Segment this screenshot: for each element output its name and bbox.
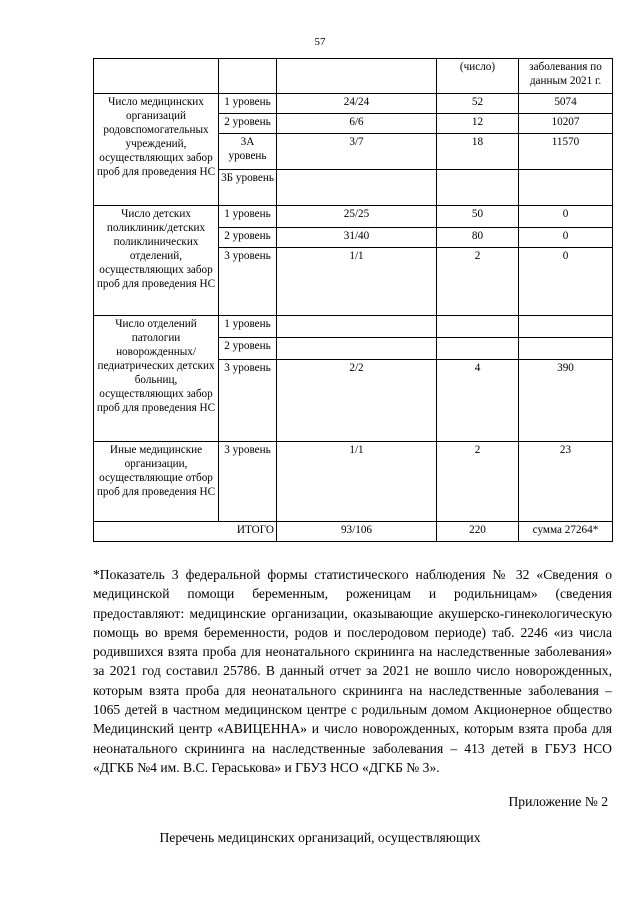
header-cell: заболевания по данным 2021 г. (519, 59, 613, 94)
table-row (94, 94, 613, 114)
ratio-cell: 25/25 (277, 206, 437, 228)
count-cell: 50 (437, 206, 519, 228)
level-cell: 2 уровень (219, 114, 277, 134)
ratio-cell: 1/1 (277, 248, 437, 316)
cases-cell (519, 338, 613, 360)
cases-cell: 0 (519, 248, 613, 316)
header-cell (277, 59, 437, 94)
level-cell: 1 уровень (219, 316, 277, 338)
ratio-cell: 1/1 (277, 442, 437, 522)
cases-cell: 0 (519, 228, 613, 248)
count-cell (437, 338, 519, 360)
statistics-table (93, 58, 613, 542)
total-label: ИТОГО (94, 522, 277, 542)
ratio-cell (277, 170, 437, 206)
table-header-row (94, 59, 613, 94)
total-count: 220 (437, 522, 519, 542)
cases-cell: 10207 (519, 114, 613, 134)
cases-cell: 0 (519, 206, 613, 228)
level-cell: 2 уровень (219, 338, 277, 360)
ratio-cell: 24/24 (277, 94, 437, 114)
level-cell: 2 уровень (219, 228, 277, 248)
cases-cell (519, 316, 613, 338)
table-row (94, 206, 613, 228)
level-cell: 3А уровень (219, 134, 277, 170)
ratio-cell: 3/7 (277, 134, 437, 170)
count-cell: 2 (437, 442, 519, 522)
level-cell: 3 уровень (219, 442, 277, 522)
cases-cell: 23 (519, 442, 613, 522)
count-cell: 80 (437, 228, 519, 248)
header-cell (219, 59, 277, 94)
ratio-cell: 31/40 (277, 228, 437, 248)
level-cell: 3Б уровень (219, 170, 277, 206)
ratio-cell: 2/2 (277, 360, 437, 442)
cases-cell: 11570 (519, 134, 613, 170)
cases-cell: 5074 (519, 94, 613, 114)
table-row (94, 442, 613, 522)
group-name-cell: Число отделений патологии новорожденных/ педиатрических детских больниц, осуществляющих забор проб для проведения НС (94, 316, 219, 442)
total-cases: сумма 27264* (519, 522, 613, 542)
appendix-label: Приложение № 2 (508, 794, 608, 809)
count-cell (437, 316, 519, 338)
header-cell (94, 59, 219, 94)
cases-cell (519, 170, 613, 206)
level-cell: 1 уровень (219, 94, 277, 114)
cases-cell: 390 (519, 360, 613, 442)
count-cell: 52 (437, 94, 519, 114)
level-cell: 3 уровень (219, 360, 277, 442)
count-cell: 12 (437, 114, 519, 134)
total-row (94, 522, 613, 542)
total-ratio: 93/106 (277, 522, 437, 542)
count-cell (437, 170, 519, 206)
ratio-cell: 6/6 (277, 114, 437, 134)
ratio-cell (277, 338, 437, 360)
ratio-cell (277, 316, 437, 338)
group-name-cell: Число детских поликлиник/детских поликлинических отделений, осуществляющих забор проб для проведения НС (94, 206, 219, 316)
group-name-cell: Иные медицинские организации, осуществляющие отбор проб для проведения НС (94, 442, 219, 522)
section-title: Перечень медицинских организаций, осуществляющих (159, 830, 481, 845)
count-cell: 18 (437, 134, 519, 170)
group-name-cell: Число медицинских организаций родовспомогательных учреждений, осуществляющих забор проб для проведения НС (94, 94, 219, 206)
page-number: 57 (314, 36, 326, 48)
count-cell: 4 (437, 360, 519, 442)
count-cell: 2 (437, 248, 519, 316)
level-cell: 3 уровень (219, 248, 277, 316)
level-cell: 1 уровень (219, 206, 277, 228)
header-cell: (число) (437, 59, 519, 94)
table-row (94, 316, 613, 338)
footnote-paragraph: *Показатель 3 федеральной формы статистического наблюдения № 32 «Сведения о медицинской помощи беременным, роженицам и родильницам» (сведения предоставляют: медицинские организации, оказывающие акушерско-гинекологическую помощь во время беременности, родов и послеродовом периоде) таб. 2246 «из числа родившихся взята проба для неонатального скрининга на наследственные заболевания» за 2021 год составил 25786. В данный отчет за 2021 не вошло число новорожденных, которым взята проба для неонатального скрининга на наследственные заболевания – 1065 детей в частном медицинском центре с родильным домом Акционерное общество Медицинский центр «АВИЦЕННА» и число новорожденных, которым взята проба для неонатального скрининга на наследственные заболевания – 413 детей в ГБУЗ НСО «ДГКБ №4 им. В.С. Гераськова» и ГБУЗ НСО «ДГКБ № 3». (93, 567, 612, 775)
